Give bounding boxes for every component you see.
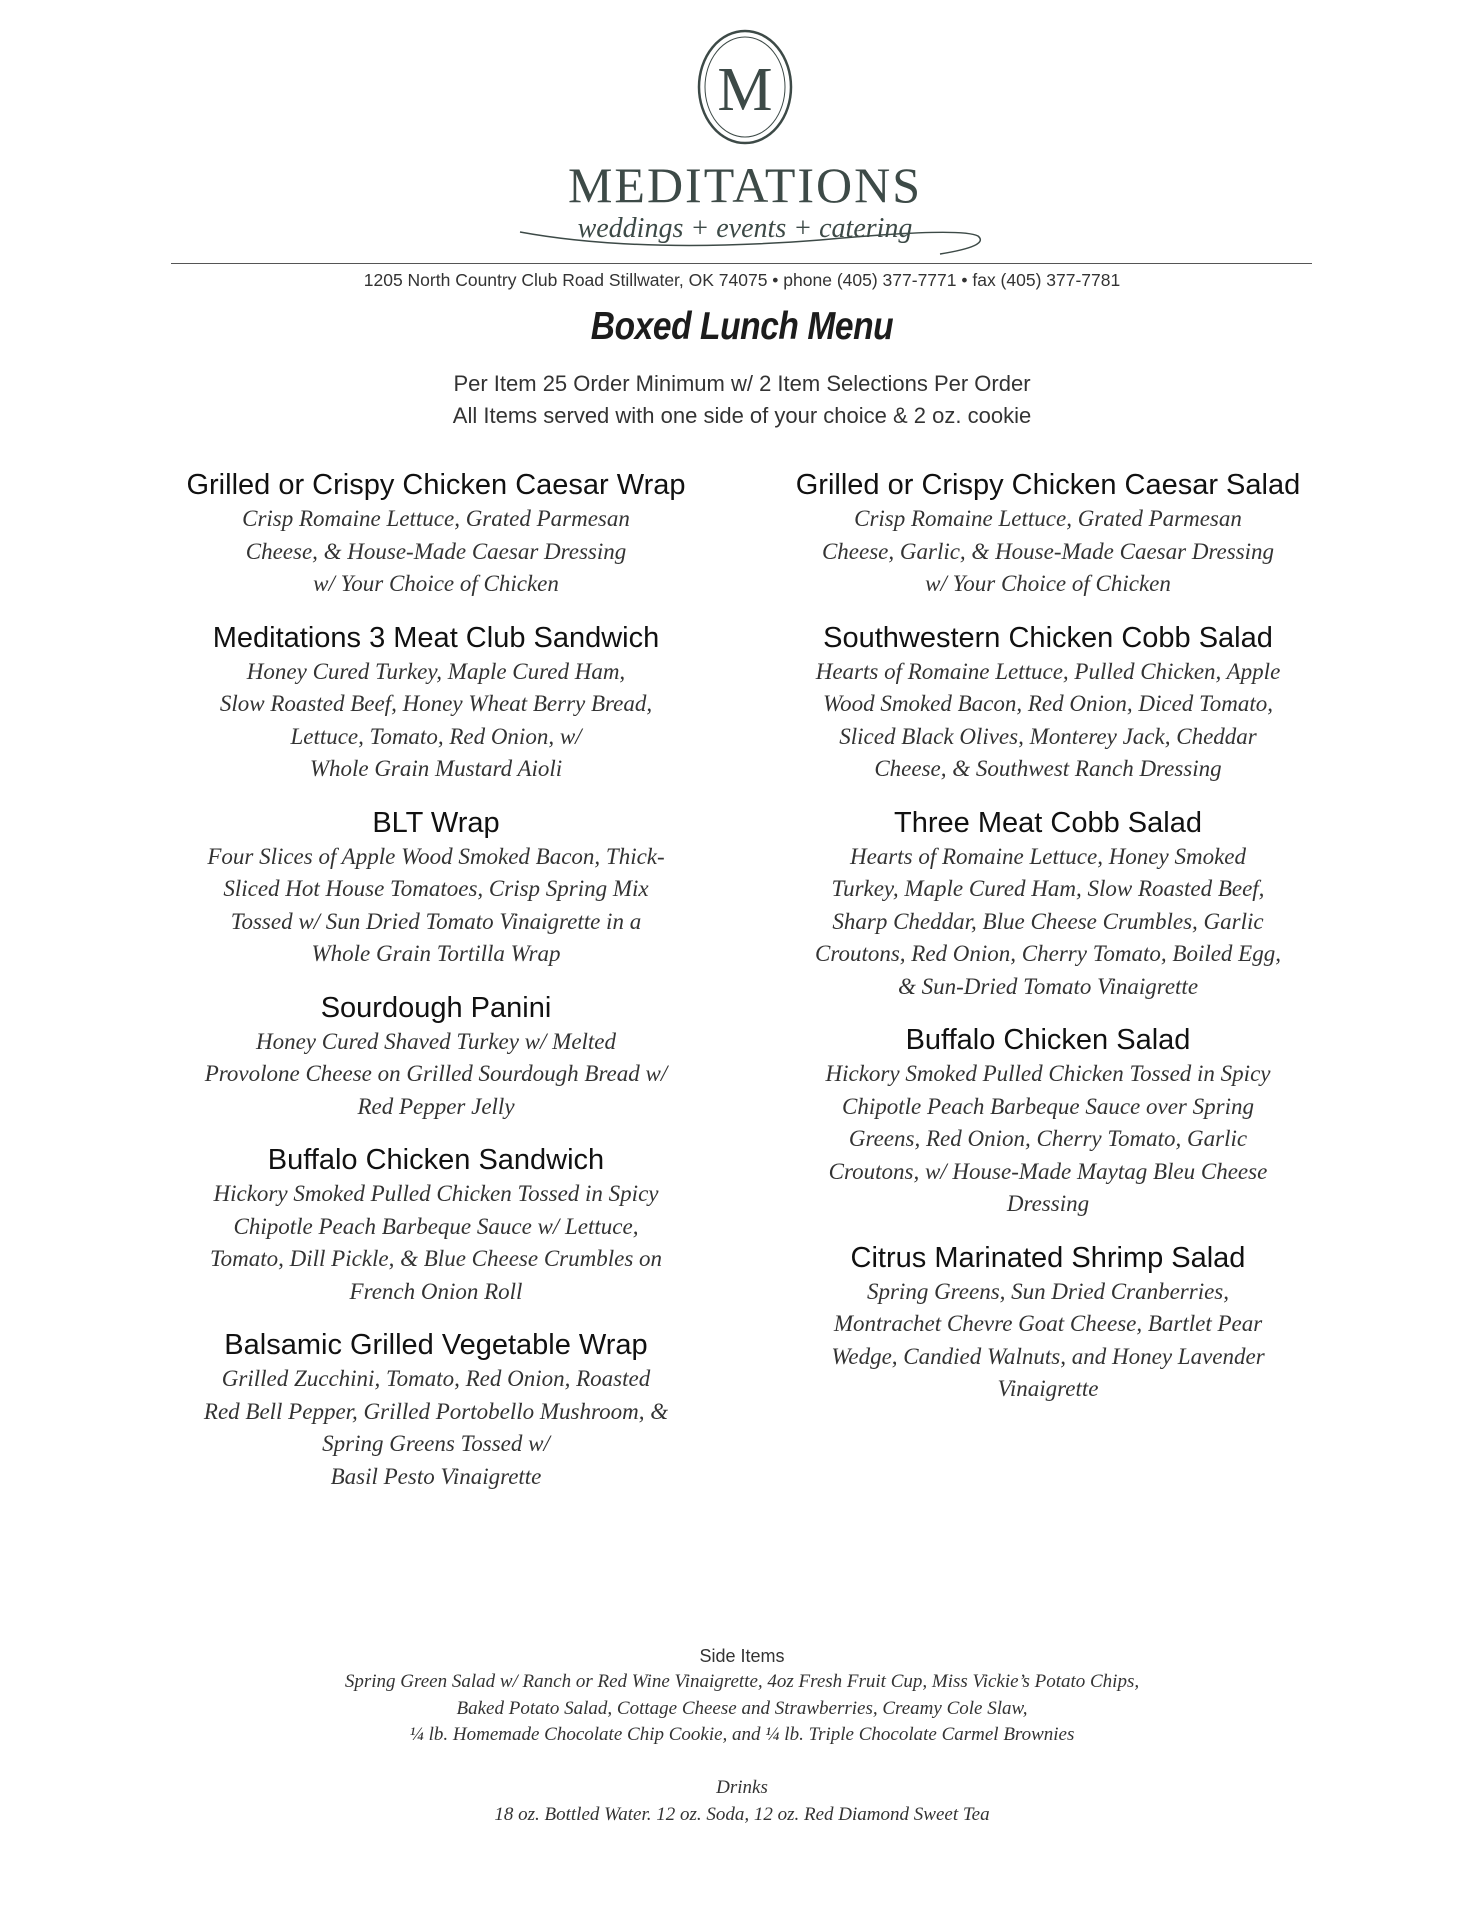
description-line: Hearts of Romaine Lettuce, Honey Smoked	[849, 843, 1246, 869]
description-line: Sliced Hot House Tomatoes, Crisp Spring Mix	[223, 876, 649, 901]
menu-item-name: Buffalo Chicken Salad	[905, 1024, 1191, 1056]
description-line: Croutons, w/ House-Made Maytag Bleu Cheese	[828, 1158, 1268, 1184]
description-line: Grilled Zucchini, Tomato, Red Onion, Roasted	[221, 1366, 651, 1391]
logo-name: MEDITATIONS	[567, 157, 923, 213]
description-line: w/ Your Choice of Chicken	[925, 571, 1171, 596]
description-line: Red Bell Pepper, Grilled Portobello Mushroom, &	[203, 1398, 669, 1424]
menu-item-name: Southwestern Chicken Cobb Salad	[823, 621, 1273, 654]
description-line: Four Slices of Apple Wood Smoked Bacon, Thick-	[207, 843, 665, 869]
menu-item-name: Grilled or Crispy Chicken Caesar Salad	[795, 469, 1301, 501]
drinks-line: 18 oz. Bottled Water. 12 oz. Soda, 12 oz. Red Diamond Sweet Tea	[494, 1804, 990, 1825]
side-items-line: ¼ lb. Homemade Chocolate Chip Cookie, and ¼ lb. Triple Chocolate Carmel Brownies	[409, 1724, 1075, 1745]
subtitle-line-1: Per Item 25 Order Minimum w/ 2 Item Selections Per Order	[453, 371, 1031, 396]
menu-item-description	[768, 1276, 1328, 1406]
menu-item	[768, 620, 1328, 786]
description-line: Slow Roasted Beef, Honey Wheat Berry Bread,	[219, 691, 653, 716]
description-line: Tossed w/ Sun Dried Tomato Vinaigrette in a	[230, 908, 642, 934]
description-line: Greens, Red Onion, Cherry Tomato, Garlic	[848, 1126, 1248, 1151]
menu-item-name: Buffalo Chicken Sandwich	[267, 1144, 605, 1176]
menu-item-description	[768, 503, 1328, 601]
menu-item	[156, 805, 716, 971]
menu-item-name: Grilled or Crispy Chicken Caesar Wrap	[186, 469, 686, 501]
description-line: Dressing	[1006, 1191, 1090, 1216]
description-line: & Sun-Dried Tomato Vinaigrette	[897, 973, 1199, 999]
menu-item-description	[768, 656, 1328, 786]
menu-item-name: Three Meat Cobb Salad	[894, 806, 1202, 839]
description-line: Lettuce, Tomato, Red Onion, w/	[290, 723, 582, 749]
description-line: Chipotle Peach Barbeque Sauce over Spring	[842, 1093, 1254, 1119]
side-items-heading: Side Items	[699, 1646, 785, 1666]
side-items-section	[0, 1643, 1484, 1749]
description-line: Crisp Romaine Lettuce, Grated Parmesan	[854, 506, 1242, 531]
menu-item-description	[156, 1026, 716, 1124]
subtitle-line-2: All Items served with one side of your choice & 2 oz. cookie	[452, 403, 1032, 428]
side-items-line: Baked Potato Salad, Cottage Cheese and Strawberries, Creamy Cole Slaw,	[456, 1697, 1028, 1719]
menu-item	[156, 620, 716, 786]
left-menu-column	[156, 467, 716, 1512]
menu-subtitle	[0, 368, 1484, 432]
menu-item-name: Meditations 3 Meat Club Sandwich	[212, 621, 660, 654]
description-line: Tomato, Dill Pickle, & Blue Cheese Crumbles on	[209, 1246, 663, 1271]
menu-item-name: Citrus Marinated Shrimp Salad	[850, 1241, 1246, 1274]
description-line: Vinaigrette	[997, 1376, 1099, 1401]
drinks-section	[0, 1774, 1484, 1828]
description-line: Sharp Cheddar, Blue Cheese Crumbles, Garlic	[832, 908, 1264, 934]
description-line: Wedge, Candied Walnuts, and Honey Lavender	[831, 1343, 1265, 1369]
menu-item	[156, 467, 716, 601]
description-line: Hickory Smoked Pulled Chicken Tossed in Spicy	[825, 1061, 1271, 1086]
description-line: Spring Greens, Sun Dried Cranberries,	[866, 1278, 1230, 1304]
menu-item-description	[156, 656, 716, 786]
menu-item	[156, 990, 716, 1124]
description-line: Montrachet Chevre Goat Cheese, Bartlet Pear	[833, 1311, 1263, 1336]
logo-tagline: weddings + events + catering	[577, 213, 913, 244]
description-line: Hearts of Romaine Lettuce, Pulled Chicken, Apple	[815, 658, 1281, 684]
description-line: Wood Smoked Bacon, Red Onion, Diced Tomato,	[823, 691, 1273, 716]
description-line: Red Pepper Jelly	[357, 1093, 515, 1119]
menu-item-description	[156, 1363, 716, 1493]
menu-item-name: Balsamic Grilled Vegetable Wrap	[224, 1329, 648, 1361]
header-divider	[171, 263, 1312, 264]
description-line: Hickory Smoked Pulled Chicken Tossed in Spicy	[213, 1181, 659, 1206]
description-line: Basil Pesto Vinaigrette	[330, 1463, 542, 1489]
side-items-line: Spring Green Salad w/ Ranch or Red Wine Vinaigrette, 4oz Fresh Fruit Cup, Miss Vickie’s Potato Chips,	[344, 1671, 1140, 1692]
description-line: Crisp Romaine Lettuce, Grated Parmesan	[242, 506, 630, 531]
description-line: Turkey, Maple Cured Ham, Slow Roasted Beef,	[831, 876, 1265, 901]
menu-item-name: Sourdough Panini	[320, 991, 552, 1024]
menu-item-description	[768, 1058, 1328, 1221]
menu-item	[156, 1142, 716, 1308]
description-line: Cheese, Garlic, & House-Made Caesar Dressing	[821, 538, 1275, 564]
description-line: Whole Grain Mustard Aioli	[309, 756, 563, 781]
description-line: Cheese, & House-Made Caesar Dressing	[245, 538, 627, 564]
logo-monogram: M	[717, 56, 773, 124]
description-line: Cheese, & Southwest Ranch Dressing	[874, 756, 1222, 781]
description-line: w/ Your Choice of Chicken	[313, 571, 559, 596]
menu-item	[156, 1327, 716, 1493]
description-line: Whole Grain Tortilla Wrap	[311, 941, 561, 966]
description-line: Honey Cured Turkey, Maple Cured Ham,	[246, 658, 626, 684]
description-line: Spring Greens Tossed w/	[322, 1431, 550, 1456]
description-line: French Onion Roll	[349, 1278, 523, 1304]
menu-item-description	[156, 1178, 716, 1308]
menu-item	[768, 1022, 1328, 1221]
menu-item-description	[768, 841, 1328, 1004]
menu-item	[768, 805, 1328, 1004]
contact-address: 1205 North Country Club Road Stillwater, OK 74075 • phone (405) 377-7771 • fax (405) 377-7781	[363, 270, 1121, 290]
description-line: Chipotle Peach Barbeque Sauce w/ Lettuce,	[233, 1213, 639, 1239]
description-line: Honey Cured Shaved Turkey w/ Melted	[255, 1028, 617, 1054]
description-line: Sliced Black Olives, Monterey Jack, Cheddar	[839, 723, 1257, 749]
meditations-logo	[490, 22, 1000, 262]
menu-item-description	[156, 841, 716, 971]
menu-title: Boxed Lunch Menu	[590, 305, 894, 348]
description-line: Croutons, Red Onion, Cherry Tomato, Boiled Egg,	[815, 941, 1281, 966]
description-line: Provolone Cheese on Grilled Sourdough Bread w/	[204, 1061, 668, 1086]
menu-item	[768, 1240, 1328, 1406]
menu-item-description	[156, 503, 716, 601]
menu-item-name: BLT Wrap	[372, 806, 500, 839]
right-menu-column	[768, 467, 1328, 1425]
menu-item	[768, 467, 1328, 601]
drinks-heading: Drinks	[716, 1777, 768, 1798]
